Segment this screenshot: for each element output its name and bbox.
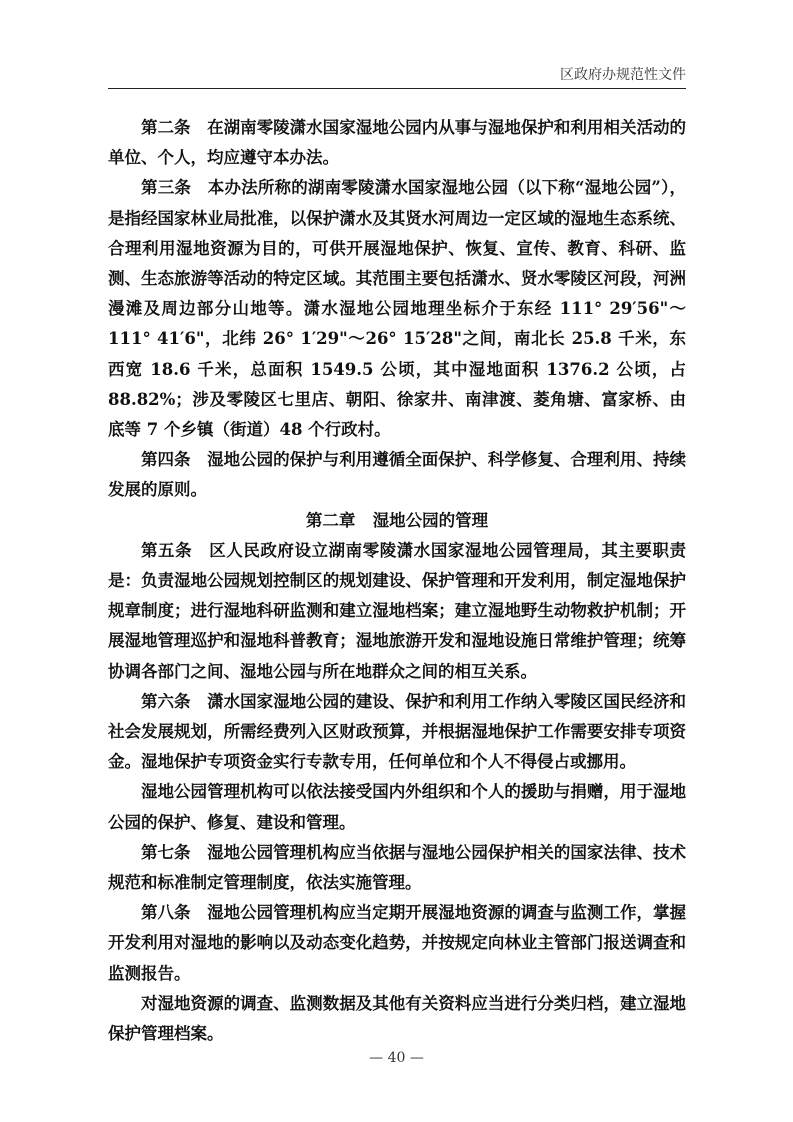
article-label: 第五条 xyxy=(141,540,193,560)
page-header xyxy=(108,60,686,89)
article-label: 第六条 xyxy=(141,691,191,711)
article-5 xyxy=(108,536,686,687)
header-title: 区政府办规范性文件 xyxy=(560,67,686,83)
document-body xyxy=(108,113,686,1049)
chapter-heading xyxy=(108,506,686,536)
article-text: 湿地公园管理机构应当依据与湿地公园保护相关的国家法律、技术规范和标准制定管理制度，依法实施管理。 xyxy=(108,842,686,893)
article-6-para-2 xyxy=(108,777,686,837)
article-text: 区人民政府设立湖南零陵潇水国家湿地公园管理局，其主要职责是：负责湿地公园规划控制区的规划建设、保护管理和开发利用，制定湿地保护规章制度；进行湿地科研监测和建立湿地档案；建立湿地野生动物救护机制；开展湿地管理巡护和湿地科普教育；湿地旅游开发和湿地设施日常维护管理；统筹协调各部门之间、湿地公园与所在地群众之间的相互关系。 xyxy=(108,540,687,681)
article-8-para-2 xyxy=(108,989,686,1049)
article-7 xyxy=(108,838,686,898)
article-8 xyxy=(108,898,686,989)
article-label: 第二条 xyxy=(141,118,191,137)
paragraph-text: 对湿地资源的调查、监测数据及其他有关资料应当进行分类归档，建立湿地保护管理档案。 xyxy=(108,993,686,1044)
paragraph-text: 湿地公园管理机构可以依法接受国内外组织和个人的援助与捐赠，用于湿地公园的保护、修复、建设和管理。 xyxy=(108,782,686,832)
chapter-number: 第二章 xyxy=(305,510,356,530)
article-text: 本办法所称的湖南零陵潇水国家湿地公园（以下称“湿地公园”），是指经国家林业局批准，以保护潇水及其贤水河周边一定区域的湿地生态系统、合理利用湿地资源为目的，可供开展湿地保护、恢复、宣传、教育、科研、监测、生态旅游等活动的特定区域。其范围主要包括潇水、贤水零陵区河段，河洲漫滩及周边部分山地等。潇水湿地公园地理坐标介于东经 111° 29′56"～111° 41′6"，北纬 26° 1′29"～26° 15′28"之间，南北长 25.8 千米，东西宽 18.6 千米，总面积 1549.5 公顷，其中湿地面积 1376.2 公顷，占 88.82%；涉及零陵区七里店、朝阳、徐家井、南津渡、菱角塘、富家桥、由底等 7 个乡镇（街道）48 个行政村。 xyxy=(108,178,687,440)
article-label: 第四条 xyxy=(141,450,191,470)
article-label: 第八条 xyxy=(141,903,191,923)
article-4 xyxy=(108,445,686,505)
article-text: 在湖南零陵潇水国家湿地公园内从事与湿地保护和利用相关活动的单位、个人，均应遵守本办法。 xyxy=(108,118,686,168)
article-text: 潇水国家湿地公园的建设、保护和利用工作纳入零陵区国民经济和社会发展规划，所需经费列入区财政预算，并根据湿地保护工作需要安排专项资金。湿地保护专项资金实行专款专用，任何单位和个人不得侵占或挪用。 xyxy=(108,691,686,772)
article-2 xyxy=(108,113,686,173)
article-text: 湿地公园管理机构应当定期开展湿地资源的调查与监测工作，掌握开发利用对湿地的影响以及动态变化趋势，并按规定向林业主管部门报送调查和监测报告。 xyxy=(108,903,686,983)
article-text: 湿地公园的保护与利用遵循全面保护、科学修复、合理利用、持续发展的原则。 xyxy=(108,450,686,500)
chapter-title: 湿地公园的管理 xyxy=(372,510,489,530)
article-label: 第三条 xyxy=(141,178,192,198)
article-label: 第七条 xyxy=(141,842,191,862)
article-3 xyxy=(108,173,686,445)
article-6 xyxy=(108,687,686,778)
page-number: — 40 — xyxy=(369,1050,424,1066)
